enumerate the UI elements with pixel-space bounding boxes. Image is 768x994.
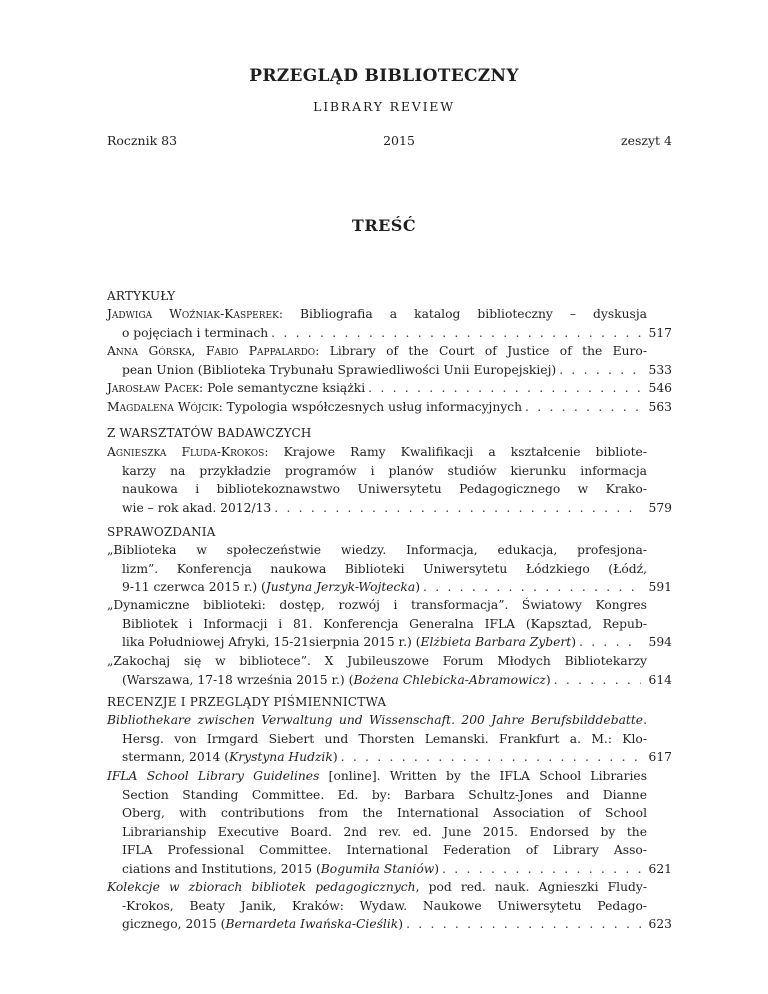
- section-title-reviews: RECENZJE I PRZEGLĄDY PIŚMIENNICTWA: [107, 695, 387, 709]
- entry-title-line: „Biblioteka w społeczeństwie wiedzy. Informacja, edukacja, profesjona-: [107, 543, 647, 557]
- entry-title-line: Section Standing Committee. Ed. by: Barbara Schultz-Jones and Dianne: [122, 787, 647, 802]
- year-label: 2015: [383, 133, 415, 148]
- entry-page-number: 546: [648, 381, 672, 395]
- entry-page-number: 579: [648, 500, 672, 515]
- entry-title-line: : Library of the Court of Justice of the Euro-: [315, 344, 647, 358]
- entry-author: Justyna Jerzyk-Wojtecka: [265, 580, 416, 594]
- entry-page-number: 623: [648, 917, 672, 931]
- entry-title-line: Oberg, with contributions from the International Association of School: [122, 806, 647, 820]
- entry-book-title: IFLA School Library Guidelines: [107, 769, 320, 783]
- entry-title-line: lizm”. Konferencja naukowa Biblioteki Uniwersytetu Łódzkiego (Łódź,: [122, 561, 647, 576]
- entry-author: Jarosław Pacek: [107, 381, 200, 395]
- toc-title: TREŚĆ: [351, 216, 417, 235]
- entry-title-line: : Krajowe Ramy Kwalifikacji a kształcenie bibliote-: [264, 445, 647, 459]
- toc-entry[interactable]: „Zakochaj się w bibliotece”. X Jubileuszowe Forum Młodych Bibliotekarzy (Warszawa, 17-18 września 2015 r.) (Bożena Chlebicka-Abramowicz) . . . 614: [107, 652, 672, 689]
- issue-meta-row: [107, 133, 672, 148]
- entry-title-line: Bibliotek i Informacji i 81. Konferencja Generalna IFLA (Kapsztad, Repub-: [122, 616, 647, 631]
- section-title-workshop: Z WARSZTATÓW BADAWCZYCH: [107, 426, 312, 440]
- toc-entry[interactable]: [107, 398, 672, 417]
- entry-page-number: 517: [648, 325, 672, 340]
- entry-title-line: IFLA Professional Committee. International Federation of Library Asso-: [122, 843, 647, 857]
- toc-entry[interactable]: IFLA School Library Guidelines [online]. Written by the IFLA School Libraries Section Standing Committee. Ed. by: Barbara Schultz-Jones and Dianne Oberg, with contributions from the International Association of School Librarianship Executive Board. 2nd rev. ed. June 2015. Endorsed by the IFLA Professional Committee. International Federation of Library Asso- ciations and Institutions, 2015 (Bogumiła Staniów) . . . 621: [107, 767, 672, 878]
- volume-label: Rocznik 83: [107, 133, 178, 148]
- toc-entry[interactable]: Kolekcje w zbiorach bibliotek pedagogicznych, pod red. nauk. Agnieszki Fludy- -Krokos, Beaty Janik, Kraków: Wydaw. Naukowe Uniwersytetu Pedago- gicznego, 2015 (Bernardeta Iwańska-Cieślik) . . . 623: [107, 878, 672, 934]
- entry-author: Magdalena Wójcik: [107, 400, 219, 414]
- entry-title-line: „Zakochaj się w bibliotece”. X Jubileuszowe Forum Młodych Bibliotekarzy: [107, 654, 647, 668]
- entry-page-number: 621: [648, 861, 672, 876]
- toc-entry[interactable]: [107, 379, 672, 398]
- toc-entry[interactable]: [107, 443, 672, 517]
- entry-page-number: 591: [648, 580, 672, 594]
- issue-label: zeszyt 4: [621, 133, 672, 148]
- entry-page-number: 533: [648, 362, 672, 377]
- toc-entry[interactable]: „Dynamiczne biblioteki: dostęp, rozwój i transformacja”. Światowy Kongres Bibliotek i Informacji i 81. Konferencja Generalna IFLA (Kapsztad, Repub- lika Południowej Afryki, 15-21sierpnia 2015 r.) (Elżbieta Barbara Zybert) . . . 594: [107, 596, 672, 652]
- entry-author: Bernardeta Iwańska-Cieślik: [225, 917, 399, 931]
- entry-title-line: Librarianship Executive Board. 2nd rev. ed. June 2015. Endorsed by the: [122, 824, 647, 839]
- entry-title-line: o pojęciach i terminach: [122, 325, 269, 340]
- entry-page-number: 594: [648, 635, 672, 649]
- entry-title-line: Hersg. von Irmgard Siebert und Thorsten Lemanski. Frankfurt a. M.: Klo-: [122, 731, 647, 746]
- entry-title-line: pean Union (Biblioteka Trybunału Sprawiedliwości Unii Europejskiej): [122, 362, 557, 377]
- entry-title-line: -Krokos, Beaty Janik, Kraków: Wydaw. Naukowe Uniwersytetu Pedago-: [122, 898, 647, 913]
- entry-title-line: : Typologia współczesnych usług informacyjnych: [218, 400, 523, 414]
- entry-author: Elżbieta Barbara Zybert: [420, 635, 572, 649]
- entry-author: Bogumiła Staniów: [320, 861, 435, 876]
- entry-author: Jadwiga Woźniak-Kasperek: [107, 307, 279, 321]
- entry-book-title: Bibliothekare zwischen Verwaltung und Wissenschaft. 200 Jahre Berufsbilddebatte: [107, 713, 644, 727]
- entry-book-title: Kolekcje w zbiorach bibliotek pedagogicznych: [107, 880, 416, 894]
- entry-title-line: wie – rok akad. 2012/13: [122, 500, 272, 515]
- section-title-reports: SPRAWOZDANIA: [107, 525, 216, 539]
- section-title-articles: ARTYKUŁY: [107, 289, 176, 303]
- entry-title-line: karzy na przykładzie programów i planów studiów kierunku informacja: [122, 463, 647, 478]
- entry-page-number: 614: [648, 672, 672, 687]
- entry-author: Krystyna Hudzik: [229, 750, 333, 764]
- toc-entry[interactable]: [107, 305, 672, 342]
- entry-page-number: 563: [648, 400, 672, 414]
- entry-title-line: : Bibliografia a katalog biblioteczny – dyskusja: [278, 307, 647, 321]
- entry-title-line: naukowa i bibliotekoznawstwo Uniwersytetu Pedagogicznego w Krako-: [122, 482, 647, 496]
- entry-author: Anna Górska: [107, 344, 192, 358]
- entry-title-line: : Pole semantyczne książki: [199, 381, 366, 395]
- entry-author: Bożena Chlebicka-Abramowicz: [353, 672, 546, 687]
- entry-author: Agnieszka Fluda-Krokos: [107, 445, 265, 459]
- journal-subtitle: LIBRARY REVIEW: [313, 99, 455, 114]
- journal-title: PRZEGLĄD BIBLIOTECZNY: [249, 66, 519, 86]
- entry-page-number: 617: [648, 750, 672, 764]
- toc-entry[interactable]: „Biblioteka w społeczeństwie wiedzy. Informacja, edukacja, profesjona- lizm”. Konferencja naukowa Biblioteki Uniwersytetu Łódzkiego (Łódź, 9-11 czerwca 2015 r.) (Justyna Jerzyk-Wojtecka) . . . 591: [107, 541, 672, 597]
- entry-title-line: „Dynamiczne biblioteki: dostęp, rozwój i transformacja”. Światowy Kongres: [107, 598, 647, 612]
- toc-entry[interactable]: Anna Górska, Fabio Pappalardo: Library of the Court of Justice of the Euro- pean Union (Biblioteka Trybunału Sprawiedliwości Unii Europejskiej) . . . 533: [107, 342, 672, 379]
- toc-entry[interactable]: Bibliothekare zwischen Verwaltung und Wissenschaft. 200 Jahre Berufsbilddebatte. Hersg. von Irmgard Siebert und Thorsten Lemanski. Frankfurt a. M.: Klo- stermann, 2014 (Krystyna Hudzik) . . . 617: [107, 711, 672, 767]
- entry-author: Fabio Pappalardo: [205, 344, 316, 358]
